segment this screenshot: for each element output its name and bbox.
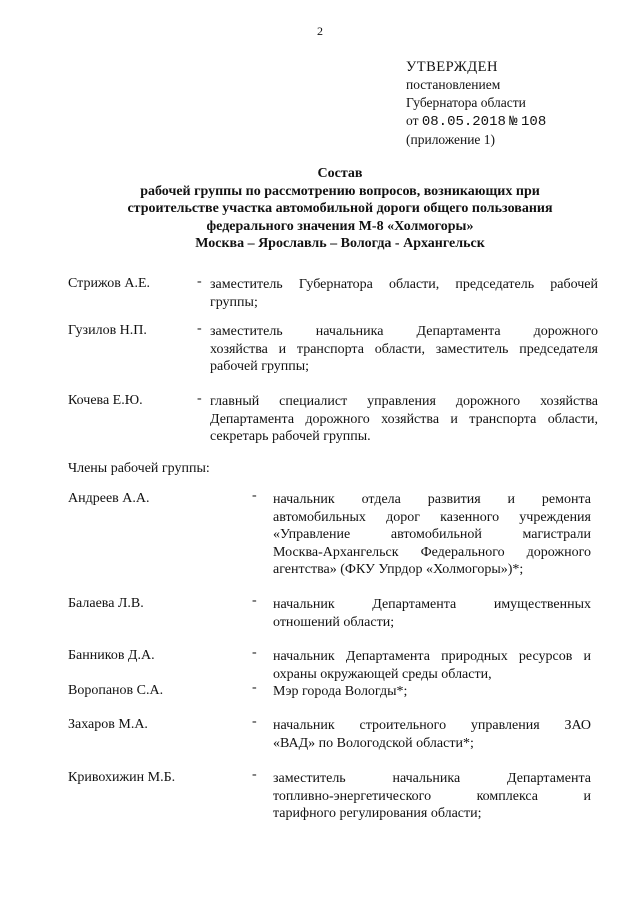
leader-name: Гузилов Н.П. xyxy=(68,323,147,338)
desc-line: «ВАД» по Вологодской области*; xyxy=(273,735,474,751)
desc-line: заместитель начальника Департамента дорожного xyxy=(210,324,598,339)
members-heading: Члены рабочей группы: xyxy=(68,461,210,476)
desc-line: Мэр города Вологды*; xyxy=(273,684,408,699)
desc-line: заместитель начальника Департамента xyxy=(273,771,591,786)
desc-line: главный специалист управления дорожного хозяйства xyxy=(210,394,598,409)
member-dash: - xyxy=(252,645,257,660)
desc-line: тарифного регулирования области; xyxy=(273,806,482,821)
desc-line: заместитель Губернатора области, председатель рабочей xyxy=(210,277,598,292)
approval-line-governor: Губернатора области xyxy=(406,95,526,110)
document-title xyxy=(60,165,620,253)
approval-line-decree: постановлением xyxy=(406,77,501,92)
member-name: Балаева Л.В. xyxy=(68,596,144,611)
member-dash: - xyxy=(252,488,257,503)
member-description xyxy=(273,648,591,683)
desc-line: Департамента дорожного хозяйства и транспорта области, xyxy=(210,411,598,427)
desc-line: охраны окружающей среды области, xyxy=(273,666,492,682)
approval-date: 08.05.2018 xyxy=(421,114,506,130)
approval-date-line xyxy=(406,112,546,131)
member-description xyxy=(273,770,591,823)
member-name: Захаров М.А. xyxy=(68,717,148,732)
member-dash: - xyxy=(252,767,257,782)
leader-description xyxy=(210,393,598,446)
desc-line: отношений области; xyxy=(273,614,395,630)
member-dash: - xyxy=(252,680,257,695)
desc-line: агентства» (ФКУ Упрдор «Холмогоры»)*; xyxy=(273,562,524,577)
member-description xyxy=(273,596,591,631)
member-description xyxy=(273,717,591,752)
leader-dash: - xyxy=(197,391,202,406)
member-name: Воропанов С.А. xyxy=(68,683,164,698)
leader-name: Стрижов А.Е. xyxy=(68,276,151,291)
member-name: Андреев А.А. xyxy=(68,491,150,506)
desc-line: начальник Департамента природных ресурсов и xyxy=(273,649,591,664)
desc-line: «Управление автомобильной магистрали xyxy=(273,527,591,542)
title-line-3: строительстве участка автомобильной дороги общего пользования xyxy=(127,201,553,216)
leader-dash: - xyxy=(197,274,202,289)
desc-line: группы; xyxy=(210,294,258,310)
desc-line: хозяйства и транспорта области, заместитель председателя xyxy=(210,341,598,357)
desc-line: начальник строительного управления ЗАО xyxy=(273,718,591,733)
approval-number: 108 xyxy=(521,114,547,130)
desc-line: автомобильных дорог казенного учреждения xyxy=(273,509,591,525)
member-name: Кривохижин М.Б. xyxy=(68,770,176,785)
approval-number-sign: № xyxy=(509,114,518,130)
leader-dash: - xyxy=(197,321,202,336)
member-name: Банников Д.А. xyxy=(68,648,155,663)
desc-line: рабочей группы; xyxy=(210,359,310,374)
desc-line: топливно-энергетического комплекса и xyxy=(273,788,591,804)
desc-line: начальник отдела развития и ремонта xyxy=(273,492,591,507)
member-description xyxy=(273,683,591,701)
leader-description xyxy=(210,276,598,311)
desc-line: Москва-Архангельск Федерального дорожного xyxy=(273,544,591,560)
title-line-2: рабочей группы по рассмотрению вопросов, возникающих при xyxy=(140,183,540,199)
approval-stamp xyxy=(406,58,546,149)
leader-description xyxy=(210,323,598,376)
approval-date-prefix: от xyxy=(406,113,419,128)
member-dash: - xyxy=(252,593,257,608)
approval-status: УТВЕРЖДЕН xyxy=(406,59,498,75)
leader-name: Кочева Е.Ю. xyxy=(68,393,143,408)
title-line-1: Состав xyxy=(317,166,363,181)
desc-line: начальник Департамента имущественных xyxy=(273,597,591,612)
title-line-4: федерального значения М-8 «Холмогоры» xyxy=(206,218,474,234)
title-line-5: Москва – Ярославль – Вологда - Архангельск xyxy=(195,236,485,251)
approval-appendix: (приложение 1) xyxy=(406,132,496,147)
member-description xyxy=(273,491,591,579)
desc-line: секретарь рабочей группы. xyxy=(210,429,371,444)
page-number: 2 xyxy=(317,24,323,38)
member-dash: - xyxy=(252,714,257,729)
